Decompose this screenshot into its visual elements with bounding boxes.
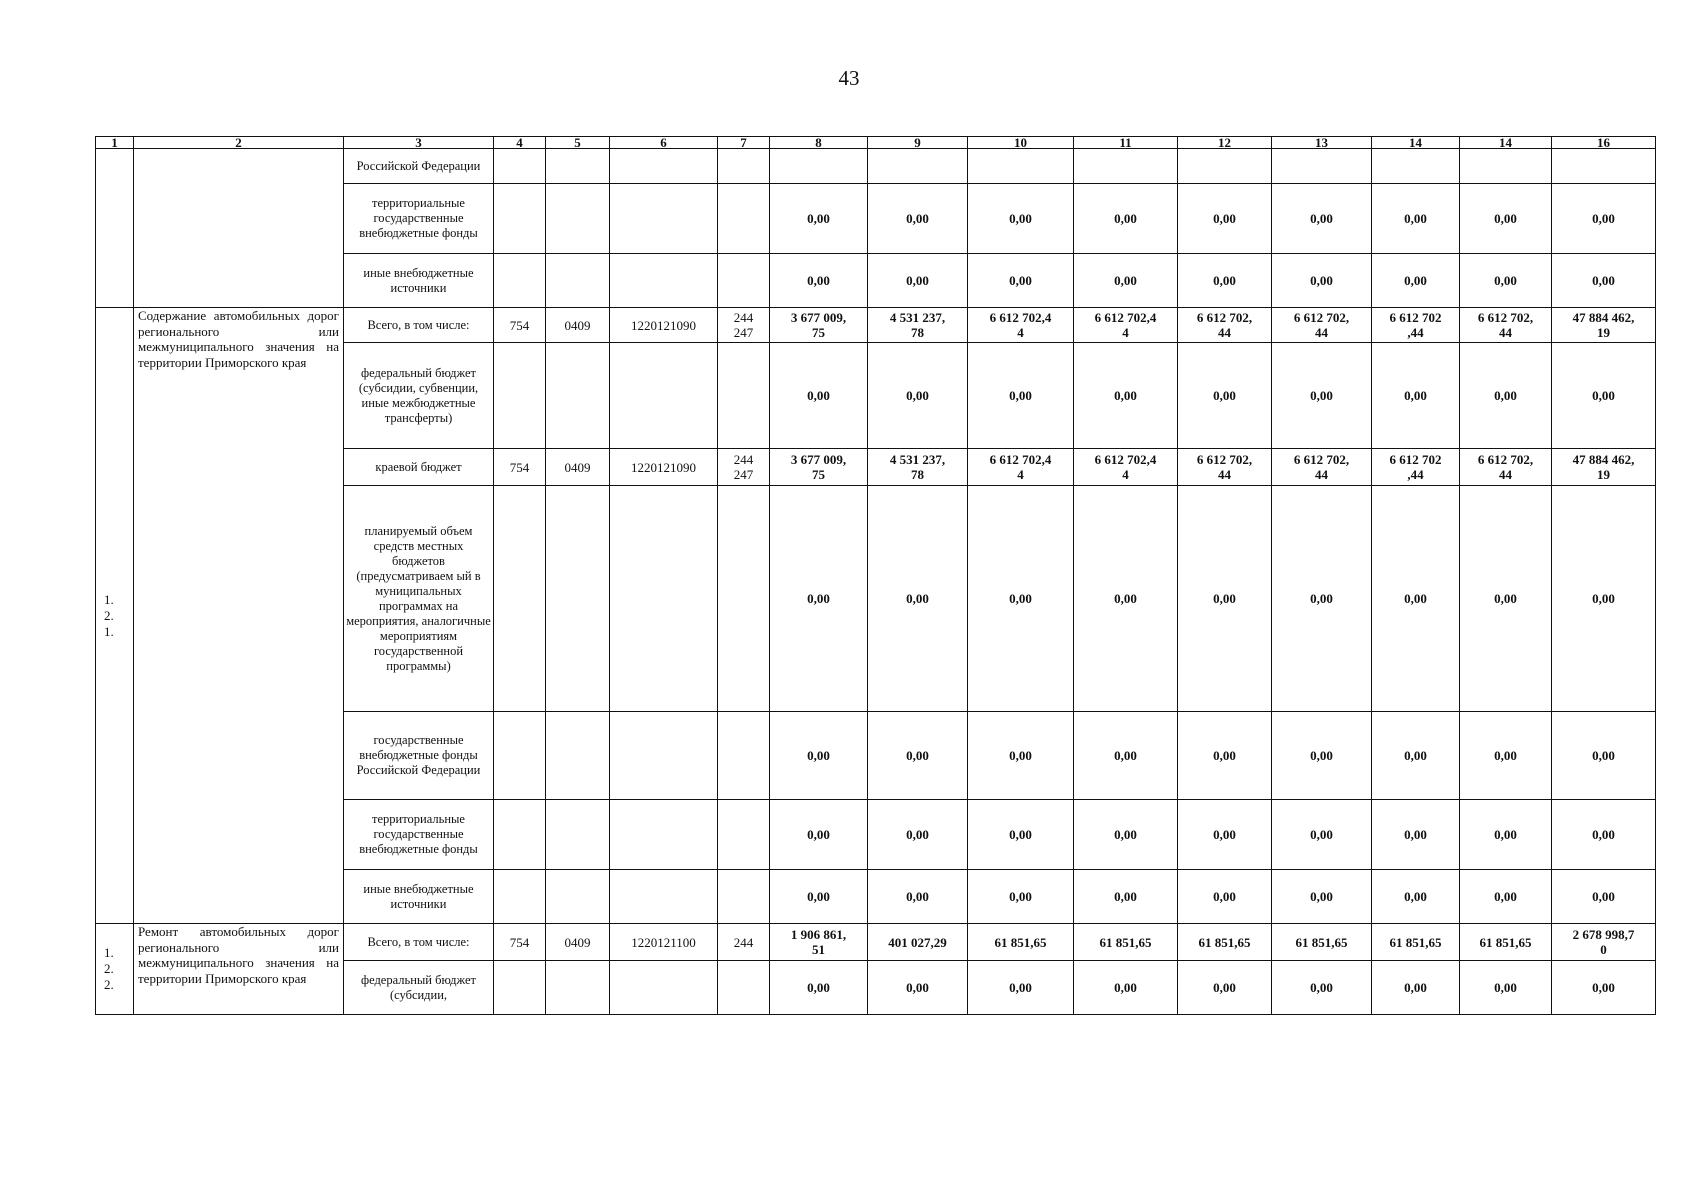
amount-cell: 0,00 (1272, 486, 1372, 712)
target-article-code (610, 712, 718, 800)
section-code (546, 961, 610, 1015)
amount-cell: 0,00 (1460, 870, 1552, 924)
target-article-code (610, 800, 718, 870)
column-number: 14 (1460, 137, 1552, 149)
funding-source: Всего, в том числе: (344, 924, 494, 961)
amount-cell: 0,00 (1272, 961, 1372, 1015)
expense-type-code (718, 343, 770, 449)
amount-cell: 0,00 (1372, 870, 1460, 924)
amount-cell: 0,00 (1272, 184, 1372, 254)
funding-source: Российской Федерации (344, 149, 494, 184)
amount-cell: 3 677 009, 75 (770, 449, 868, 486)
amount-cell: 0,00 (1372, 800, 1460, 870)
grbs-code (494, 343, 546, 449)
amount-cell: 0,00 (1372, 254, 1460, 308)
item-name: Содержание автомобильных дорог регионального или межмуниципального значения на территории Приморского края (134, 308, 344, 924)
amount-cell (1074, 149, 1178, 184)
amount-cell: 0,00 (868, 254, 968, 308)
expense-type-code: 244 247 (718, 308, 770, 343)
amount-cell: 0,00 (770, 712, 868, 800)
amount-cell (770, 149, 868, 184)
target-article-code (610, 486, 718, 712)
amount-cell (1460, 149, 1552, 184)
grbs-code: 754 (494, 924, 546, 961)
section-code (546, 343, 610, 449)
amount-cell: 6 612 702 ,44 (1372, 308, 1460, 343)
amount-cell: 0,00 (1272, 712, 1372, 800)
expense-type-code (718, 800, 770, 870)
amount-cell: 0,00 (1272, 343, 1372, 449)
section-code: 0409 (546, 924, 610, 961)
column-number: 11 (1074, 137, 1178, 149)
amount-cell: 0,00 (1074, 343, 1178, 449)
amount-cell: 6 612 702, 44 (1460, 449, 1552, 486)
amount-cell: 0,00 (968, 184, 1074, 254)
section-code (546, 184, 610, 254)
amount-cell: 0,00 (868, 184, 968, 254)
table-row (96, 924, 1656, 961)
amount-cell: 3 677 009, 75 (770, 308, 868, 343)
budget-table (95, 136, 1656, 1015)
amount-cell: 0,00 (1074, 800, 1178, 870)
amount-cell: 0,00 (968, 343, 1074, 449)
amount-cell: 0,00 (1372, 961, 1460, 1015)
section-code (546, 800, 610, 870)
amount-cell: 0,00 (1178, 961, 1272, 1015)
amount-cell: 6 612 702,4 4 (1074, 449, 1178, 486)
amount-cell: 0,00 (1552, 870, 1656, 924)
amount-cell: 47 884 462, 19 (1552, 449, 1656, 486)
amount-cell: 0,00 (1552, 486, 1656, 712)
expense-type-code (718, 486, 770, 712)
column-number: 12 (1178, 137, 1272, 149)
funding-source: федеральный бюджет (субсидии, (344, 961, 494, 1015)
amount-cell: 0,00 (1178, 254, 1272, 308)
column-number: 6 (610, 137, 718, 149)
amount-cell: 6 612 702, 44 (1460, 308, 1552, 343)
amount-cell: 0,00 (1272, 870, 1372, 924)
expense-type-code (718, 712, 770, 800)
amount-cell: 401 027,29 (868, 924, 968, 961)
amount-cell: 0,00 (1272, 800, 1372, 870)
amount-cell: 0,00 (1460, 800, 1552, 870)
amount-cell (1552, 149, 1656, 184)
item-name: Ремонт автомобильных дорог регионального или межмуниципального значения на территории Приморского края (134, 924, 344, 1015)
amount-cell: 61 851,65 (1372, 924, 1460, 961)
amount-cell: 0,00 (968, 712, 1074, 800)
expense-type-code (718, 184, 770, 254)
amount-cell: 0,00 (770, 184, 868, 254)
column-number: 1 (96, 137, 134, 149)
item-index (96, 149, 134, 308)
amount-cell: 6 612 702, 44 (1178, 308, 1272, 343)
column-number: 4 (494, 137, 546, 149)
amount-cell: 0,00 (868, 486, 968, 712)
amount-cell: 6 612 702, 44 (1272, 308, 1372, 343)
expense-type-code (718, 961, 770, 1015)
amount-cell: 0,00 (868, 343, 968, 449)
grbs-code (494, 961, 546, 1015)
amount-cell: 0,00 (1178, 486, 1272, 712)
amount-cell: 0,00 (1178, 712, 1272, 800)
expense-type-code (718, 149, 770, 184)
target-article-code: 1220121090 (610, 308, 718, 343)
amount-cell: 0,00 (1460, 961, 1552, 1015)
amount-cell: 61 851,65 (1074, 924, 1178, 961)
amount-cell: 0,00 (1074, 184, 1178, 254)
section-code (546, 712, 610, 800)
funding-source: территориальные государственные внебюджетные фонды (344, 800, 494, 870)
amount-cell (1272, 149, 1372, 184)
amount-cell: 0,00 (770, 343, 868, 449)
amount-cell: 0,00 (1178, 184, 1272, 254)
funding-source: федеральный бюджет (субсидии, субвенции, иные межбюджетные трансферты) (344, 343, 494, 449)
funding-source: государственные внебюджетные фонды Российской Федерации (344, 712, 494, 800)
expense-type-code: 244 (718, 924, 770, 961)
amount-cell: 0,00 (968, 961, 1074, 1015)
funding-source: Всего, в том числе: (344, 308, 494, 343)
amount-cell: 0,00 (1074, 870, 1178, 924)
amount-cell: 0,00 (1272, 254, 1372, 308)
column-number: 7 (718, 137, 770, 149)
amount-cell (1178, 149, 1272, 184)
amount-cell: 0,00 (1552, 800, 1656, 870)
amount-cell: 6 612 702, 44 (1272, 449, 1372, 486)
grbs-code: 754 (494, 308, 546, 343)
column-number: 16 (1552, 137, 1656, 149)
amount-cell: 6 612 702,4 4 (1074, 308, 1178, 343)
column-number: 3 (344, 137, 494, 149)
section-code (546, 149, 610, 184)
amount-cell: 0,00 (1460, 184, 1552, 254)
target-article-code (610, 343, 718, 449)
grbs-code (494, 149, 546, 184)
amount-cell: 0,00 (868, 870, 968, 924)
column-number: 8 (770, 137, 868, 149)
grbs-code (494, 254, 546, 308)
column-number: 13 (1272, 137, 1372, 149)
amount-cell (868, 149, 968, 184)
amount-cell: 6 612 702,4 4 (968, 308, 1074, 343)
column-number: 10 (968, 137, 1074, 149)
amount-cell: 2 678 998,7 0 (1552, 924, 1656, 961)
item-index: 1. 2. 2. (96, 924, 134, 1015)
amount-cell: 0,00 (1074, 712, 1178, 800)
amount-cell: 0,00 (1372, 184, 1460, 254)
amount-cell: 0,00 (1372, 486, 1460, 712)
section-code (546, 254, 610, 308)
amount-cell: 61 851,65 (1460, 924, 1552, 961)
column-number: 5 (546, 137, 610, 149)
page-number: 43 (838, 66, 860, 90)
target-article-code (610, 870, 718, 924)
section-code: 0409 (546, 308, 610, 343)
amount-cell: 0,00 (1074, 486, 1178, 712)
amount-cell (968, 149, 1074, 184)
funding-source: иные внебюджетные источники (344, 254, 494, 308)
amount-cell: 0,00 (770, 961, 868, 1015)
amount-cell: 0,00 (770, 800, 868, 870)
amount-cell: 0,00 (770, 486, 868, 712)
section-code (546, 486, 610, 712)
amount-cell: 0,00 (868, 961, 968, 1015)
amount-cell: 61 851,65 (968, 924, 1074, 961)
table-row (96, 149, 1656, 184)
amount-cell: 6 612 702, 44 (1178, 449, 1272, 486)
item-index: 1. 2. 1. (96, 308, 134, 924)
grbs-code (494, 800, 546, 870)
target-article-code: 1220121090 (610, 449, 718, 486)
header-row (96, 137, 1656, 149)
grbs-code (494, 184, 546, 254)
column-number: 9 (868, 137, 968, 149)
amount-cell (1372, 149, 1460, 184)
column-number: 2 (134, 137, 344, 149)
amount-cell: 4 531 237, 78 (868, 308, 968, 343)
target-article-code (610, 149, 718, 184)
expense-type-code (718, 254, 770, 308)
target-article-code (610, 184, 718, 254)
grbs-code (494, 870, 546, 924)
amount-cell: 0,00 (1074, 254, 1178, 308)
amount-cell: 47 884 462, 19 (1552, 308, 1656, 343)
grbs-code (494, 712, 546, 800)
amount-cell: 1 906 861, 51 (770, 924, 868, 961)
amount-cell: 0,00 (968, 486, 1074, 712)
amount-cell: 0,00 (1552, 961, 1656, 1015)
section-code (546, 870, 610, 924)
amount-cell: 0,00 (1460, 486, 1552, 712)
amount-cell: 0,00 (1460, 343, 1552, 449)
amount-cell: 0,00 (1074, 961, 1178, 1015)
amount-cell: 6 612 702,4 4 (968, 449, 1074, 486)
item-name (134, 149, 344, 308)
amount-cell: 0,00 (1552, 712, 1656, 800)
amount-cell: 0,00 (868, 800, 968, 870)
funding-source: иные внебюджетные источники (344, 870, 494, 924)
funding-source: краевой бюджет (344, 449, 494, 486)
target-article-code (610, 254, 718, 308)
amount-cell: 0,00 (868, 712, 968, 800)
amount-cell: 0,00 (1372, 712, 1460, 800)
amount-cell: 0,00 (1460, 254, 1552, 308)
grbs-code (494, 486, 546, 712)
amount-cell: 61 851,65 (1272, 924, 1372, 961)
section-code: 0409 (546, 449, 610, 486)
expense-type-code: 244 247 (718, 449, 770, 486)
amount-cell: 0,00 (1552, 184, 1656, 254)
expense-type-code (718, 870, 770, 924)
amount-cell: 0,00 (968, 254, 1074, 308)
amount-cell: 61 851,65 (1178, 924, 1272, 961)
target-article-code (610, 961, 718, 1015)
amount-cell: 0,00 (1552, 343, 1656, 449)
grbs-code: 754 (494, 449, 546, 486)
funding-source: территориальные государственные внебюджетные фонды (344, 184, 494, 254)
amount-cell: 0,00 (968, 870, 1074, 924)
column-number: 14 (1372, 137, 1460, 149)
funding-source: планируемый объем средств местных бюджетов (предусматриваем ый в муниципальных программах на мероприятия, аналогичные мероприятиям государственной программы) (344, 486, 494, 712)
target-article-code: 1220121100 (610, 924, 718, 961)
amount-cell: 0,00 (770, 254, 868, 308)
amount-cell: 0,00 (1178, 870, 1272, 924)
amount-cell: 0,00 (770, 870, 868, 924)
amount-cell: 0,00 (1178, 800, 1272, 870)
table-row (96, 308, 1656, 343)
amount-cell: 0,00 (1460, 712, 1552, 800)
amount-cell: 0,00 (1552, 254, 1656, 308)
amount-cell: 0,00 (968, 800, 1074, 870)
amount-cell: 0,00 (1178, 343, 1272, 449)
amount-cell: 4 531 237, 78 (868, 449, 968, 486)
amount-cell: 6 612 702 ,44 (1372, 449, 1460, 486)
amount-cell: 0,00 (1372, 343, 1460, 449)
